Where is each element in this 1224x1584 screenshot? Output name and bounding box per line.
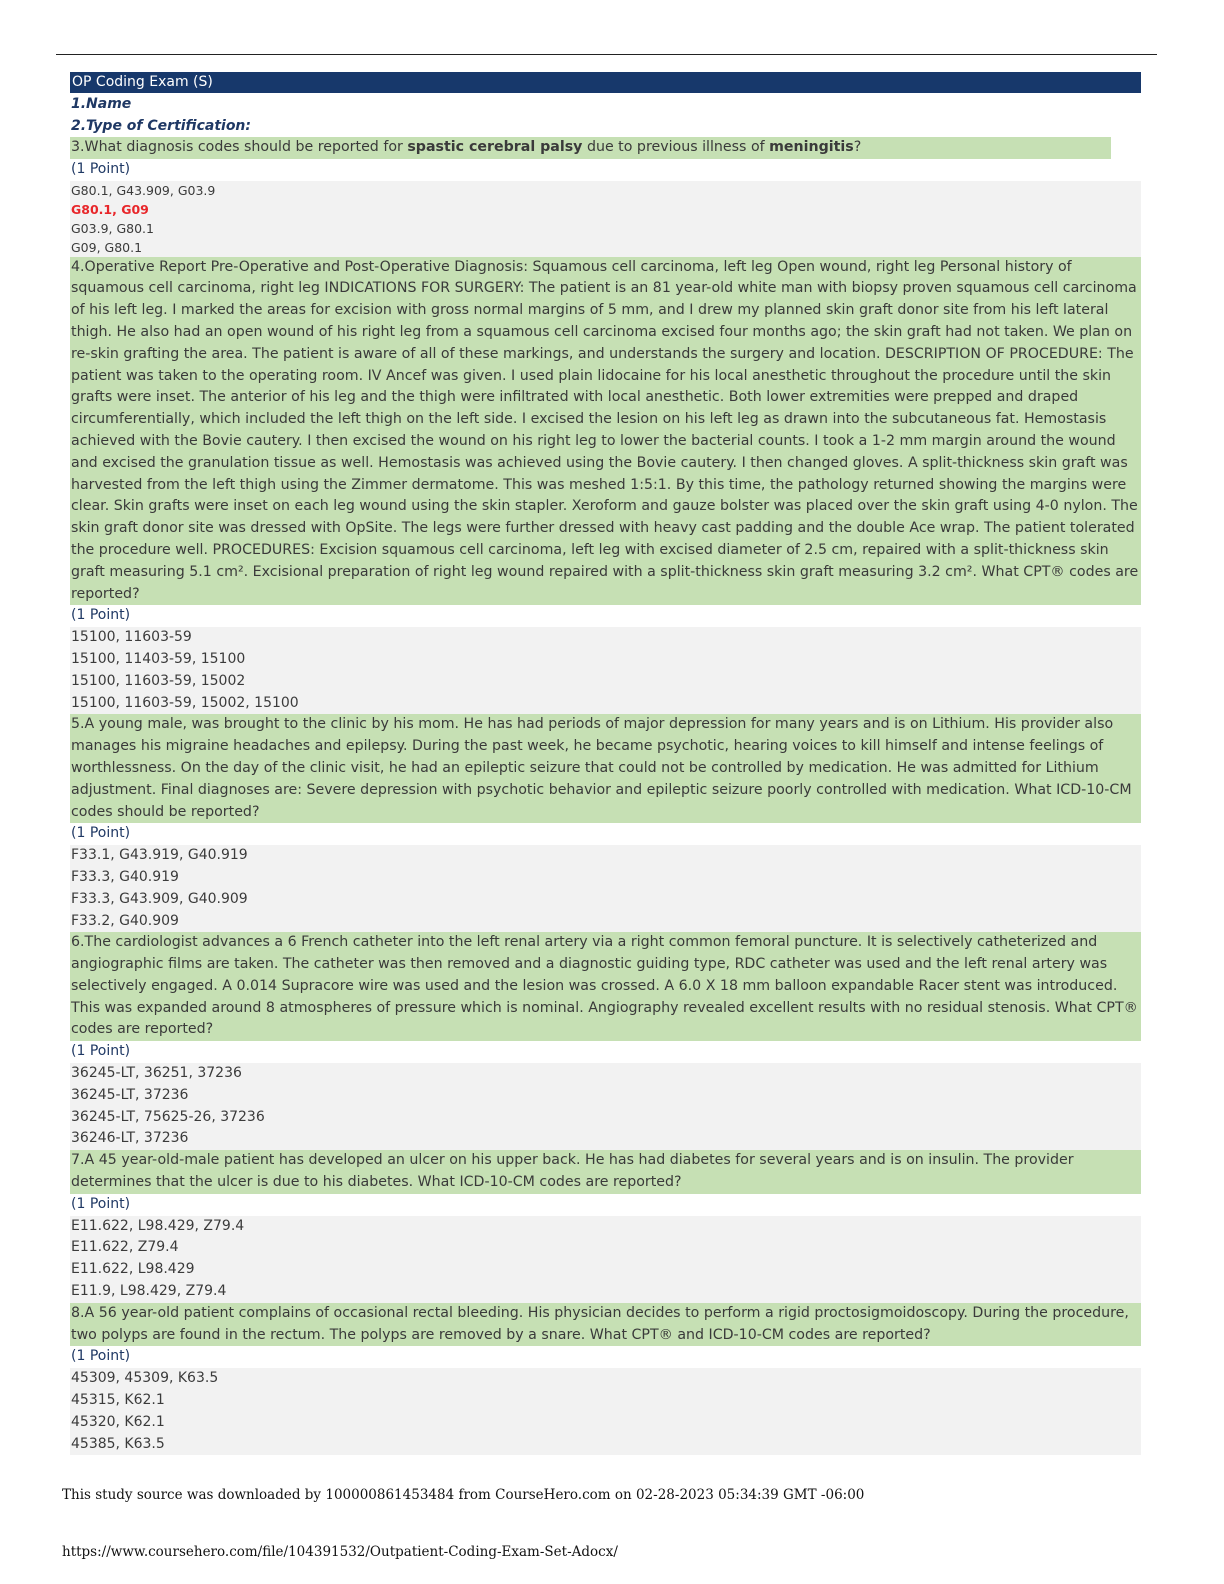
question-4: 4.Operative Report Pre-Operative and Post-Operative Diagnosis: Squamous cell carcinoma, left leg Open wound, right leg Personal history of squamous cell carcinoma, right leg INDICATIONS FOR SURGERY: The patient is an 81 year-old white man with biopsy proven squamous cell carcinoma of his left leg. I marked the areas for excision with gross normal margins of 5 mm, and I drew my planned skin graft donor site from his left lateral thigh. He also had an open wound of his right leg from a squamous cell carcinoma excised four months ago; the skin graft had not taken. We plan on re-skin grafting the area. The patient is aware of all of these markings, and understands the surgery and location. DESCRIPTION OF PROCEDURE: The patient was taken to the operating room. IV Ancef was given. I used plain lidocaine for his local anesthetic throughout the procedure until the skin grafts were inset. The anterior of his leg and the thigh were infiltrated with local anesthetic. Both lower extremities were prepped and draped circumferentially, which included the left thigh on the left side. I excised the lesion on his left leg as drawn into the subcutaneous fat. Hemostasis achieved with the Bovie cautery. I then excised the wound on his right leg to lower the bacterial counts. I took a 1-2 mm margin around the wound and excised the granulation tissue as well. Hemostasis was achieved using the Bovie cautery. I then changed gloves. A split-thickness skin graft was harvested from the left thigh using the Zimmer dermatome. This was meshed 1:5:1. By this time, the pathology returned showing the margins were clear. Skin grafts were inset on each leg wound using the skin stapler. Xeroform and gauze bolster was placed over the skin graft using 4-0 nylon. The skin graft donor site was dressed with OpSite. The legs were further dressed with heavy cast padding and the double Ace wrap. The patient tolerated the procedure well. PROCEDURES: Excision squamous cell carcinoma, left leg with excised diameter of 2.5 cm, repaired with a split-thickness skin graft measuring 5.1 cm². Excisional preparation of right leg wound repaired with a split-thickness skin graft measuring 3.2 cm². What CPT® codes are reported? xyxy=(70,257,1141,606)
answer-option[interactable]: 36245-LT, 37236 xyxy=(71,1086,189,1103)
question-4-points: (1 Point) xyxy=(71,607,131,624)
answer-option[interactable]: E11.9, L98.429, Z79.4 xyxy=(71,1283,227,1300)
question-7-options xyxy=(70,1216,1141,1303)
question-5-options xyxy=(70,845,1141,932)
exam-title: OP Coding Exam (S) xyxy=(70,72,1141,93)
answer-option[interactable]: F33.3, G43.909, G40.909 xyxy=(71,890,248,907)
answer-option[interactable]: F33.2, G40.909 xyxy=(71,912,179,929)
answer-option[interactable]: G03.9, G80.1 xyxy=(71,220,154,236)
answer-option[interactable]: G80.1, G43.909, G03.9 xyxy=(71,182,216,198)
question-3-options xyxy=(70,181,1141,257)
answer-option[interactable]: 15100, 11603-59, 15002 xyxy=(71,672,246,689)
emphasis-condition: spastic cerebral palsy xyxy=(407,139,583,155)
question-5-points: (1 Point) xyxy=(71,825,131,842)
question-8-options xyxy=(70,1368,1141,1455)
answer-option[interactable]: F33.1, G43.919, G40.919 xyxy=(71,847,248,864)
download-source-note: This study source was downloaded by 100000861453484 from CourseHero.com on 02-28-2023 05:34:39 GMT -06:00 xyxy=(62,1487,865,1503)
answer-option[interactable]: F33.3, G40.919 xyxy=(71,868,179,885)
answer-option[interactable]: 45315, K62.1 xyxy=(71,1392,165,1409)
answer-option[interactable]: E11.622, L98.429, Z79.4 xyxy=(71,1217,245,1234)
question-3: 3.What diagnosis codes should be reported for spastic cerebral palsy due to previous illness of meningitis? xyxy=(70,137,1111,159)
answer-option[interactable]: 45309, 45309, K63.5 xyxy=(71,1370,219,1387)
question-6: 6.The cardiologist advances a 6 French catheter into the left renal artery via a right common femoral puncture. It is selectively catheterized and angiographic films are taken. The catheter was then removed and a diagnostic guiding type, RDC catheter was used and the left renal artery was selectively engaged. A 0.014 Supracore wire was used and the lesion was crossed. A 6.0 X 18 mm balloon expandable Racer stent was introduced. This was expanded around 8 atmospheres of pressure which is nominal. Angiography revealed excellent results with no residual stenosis. What CPT® codes are reported? xyxy=(70,932,1141,1041)
header-rule xyxy=(56,54,1157,55)
question-4-options xyxy=(70,627,1141,714)
field-name-label: 1.Name xyxy=(71,96,132,112)
answer-option-correct[interactable]: G80.1, G09 xyxy=(71,201,149,217)
answer-option[interactable]: E11.622, L98.429 xyxy=(71,1261,195,1278)
question-3-points: (1 Point) xyxy=(71,160,131,177)
source-url-link[interactable]: https://www.coursehero.com/file/104391532/Outpatient-Coding-Exam-Set-Adocx/ xyxy=(62,1544,618,1560)
answer-option[interactable]: 36245-LT, 36251, 37236 xyxy=(71,1065,242,1082)
answer-option[interactable]: 45385, K63.5 xyxy=(71,1435,165,1452)
answer-option[interactable]: 15100, 11603-59 xyxy=(71,629,192,646)
question-5: 5.A young male, was brought to the clinic by his mom. He has had periods of major depression for many years and is on Lithium. His provider also manages his migraine headaches and epilepsy. During the past week, he became psychotic, hearing voices to kill himself and intense feelings of worthlessness. On the day of the clinic visit, he had an epileptic seizure that could not be controlled by medication. He was admitted for Lithium adjustment. Final diagnoses are: Severe depression with psychotic behavior and epileptic seizure poorly controlled with medication. What ICD-10-CM codes should be reported? xyxy=(70,714,1141,823)
question-8: 8.A 56 year-old patient complains of occasional rectal bleeding. His physician decides to perform a rigid proctosigmoidoscopy. During the procedure, two polyps are found in the rectum. The polyps are removed by a snare. What CPT® and ICD-10-CM codes are reported? xyxy=(70,1303,1141,1347)
answer-option[interactable]: G09, G80.1 xyxy=(71,239,143,255)
question-7: 7.A 45 year-old-male patient has developed an ulcer on his upper back. He has had diabetes for several years and is on insulin. The provider determines that the ulcer is due to his diabetes. What ICD-10-CM codes are reported? xyxy=(70,1150,1141,1194)
question-6-options xyxy=(70,1063,1141,1150)
answer-option[interactable]: 15100, 11403-59, 15100 xyxy=(71,650,246,667)
question-6-points: (1 Point) xyxy=(71,1043,131,1060)
emphasis-cause: meningitis xyxy=(769,139,854,155)
field-certification-label: 2.Type of Certification: xyxy=(71,118,251,134)
exam-content xyxy=(70,72,1141,1455)
question-8-points: (1 Point) xyxy=(71,1348,131,1365)
answer-option[interactable]: E11.622, Z79.4 xyxy=(71,1239,179,1256)
answer-option[interactable]: 36246-LT, 37236 xyxy=(71,1130,189,1147)
question-7-points: (1 Point) xyxy=(71,1195,131,1212)
answer-option[interactable]: 45320, K62.1 xyxy=(71,1413,165,1430)
answer-option[interactable]: 36245-LT, 75625-26, 37236 xyxy=(71,1108,265,1125)
answer-option[interactable]: 15100, 11603-59, 15002, 15100 xyxy=(71,694,299,711)
